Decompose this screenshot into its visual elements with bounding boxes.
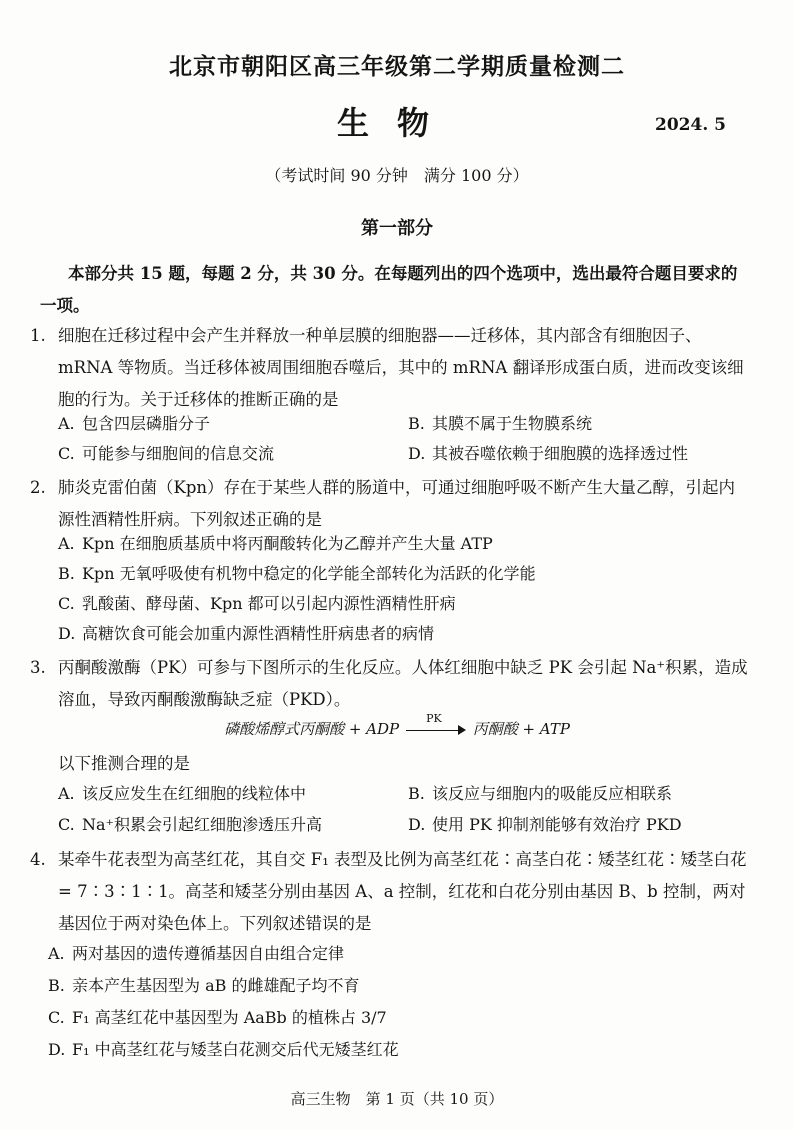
reaction-equation: [0, 712, 794, 739]
option-3d: D. 使用 PK 抑制剂能够有效治疗 PKD: [408, 815, 682, 834]
section-instructions: 本部分共 15 题，每题 2 分，共 30 分。在每题列出的四个选项中，选出最符合题目要求的一项。: [40, 264, 738, 315]
section-title: 第一部分: [361, 218, 433, 239]
question-stem: 某牵牛花表型为高茎红花，其自交 F₁ 表型及比例为高茎红花∶高茎白花∶矮茎红花∶矮茎白花 = 7∶3∶1∶1。高茎和矮茎分别由基因 A、a 控制，红花和白花分别由基因 B、b 控制，两对基因位于两对染色体上。下列叙述错误的是: [58, 850, 747, 933]
option-2b: B. Kpn 无氧呼吸使有机物中稳定的化学能全部转化为活跃的化学能: [58, 564, 536, 583]
option-4b: B. 亲本产生基因型为 aB 的雌雄配子均不育: [48, 976, 360, 995]
question-1: [30, 320, 750, 416]
option-3c: C. Na⁺积累会引起红细胞渗透压升高: [58, 815, 322, 834]
option-1b: B. 其膜不属于生物膜系统: [408, 414, 593, 433]
question-number: 4.: [30, 850, 46, 869]
question-number: 3.: [30, 658, 46, 677]
equation-reactants: 磷酸烯醇式丙酮酸 + ADP: [224, 720, 400, 738]
option-2d: D. 高糖饮食可能会加重内源性酒精性肝病患者的病情: [58, 624, 435, 643]
exam-date: 2024. 5: [655, 115, 726, 135]
question-2: [30, 472, 750, 536]
exam-title: 北京市朝阳区高三年级第二学期质量检测二: [169, 53, 625, 80]
exam-info: （考试时间 90 分钟 满分 100 分）: [265, 166, 529, 185]
option-1d: D. 其被吞噬依赖于细胞膜的选择透过性: [408, 444, 689, 463]
option-4c: C. F₁ 高茎红花中基因型为 AaBb 的植株占 3/7: [48, 1008, 387, 1027]
question-4: [30, 844, 750, 940]
equation-products: 丙酮酸 + ATP: [472, 720, 570, 738]
option-3a: A. 该反应发生在红细胞的线粒体中: [58, 784, 307, 803]
subject-title: 生物: [336, 104, 457, 142]
question-stem: 肺炎克雷伯菌（Kpn）存在于某些人群的肠道中，可通过细胞呼吸不断产生大量乙醇，引起内源性酒精性肝病。下列叙述正确的是: [58, 478, 736, 529]
question-number: 2.: [30, 478, 46, 497]
option-1a: A. 包含四层磷脂分子: [58, 414, 211, 433]
option-3b: B. 该反应与细胞内的吸能反应相联系: [408, 784, 673, 803]
option-2c: C. 乳酸菌、酵母菌、Kpn 都可以引起内源性酒精性肝病: [58, 594, 456, 613]
question-prompt: 以下推测合理的是: [58, 754, 190, 773]
page-footer: 高三生物 第 1 页（共 10 页）: [290, 1090, 504, 1108]
question-number: 1.: [30, 326, 46, 345]
question-stem: 细胞在迁移过程中会产生并释放一种单层膜的细胞器——迁移体，其内部含有细胞因子、mRNA 等物质。当迁移体被周围细胞吞噬后，其中的 mRNA 翻译形成蛋白质，进而改变该细胞的行为。关于迁移体的推断正确的是: [58, 326, 744, 409]
option-1c: C. 可能参与细胞间的信息交流: [58, 444, 275, 463]
reaction-arrow-icon: [406, 712, 466, 738]
question-stem: 丙酮酸激酶（PK）可参与下图所示的生化反应。人体红细胞中缺乏 PK 会引起 Na⁺积累，造成溶血，导致丙酮酸激酶缺乏症（PKD）。: [58, 658, 748, 709]
question-3: [30, 652, 750, 716]
equation-enzyme: PK: [426, 712, 442, 725]
option-4d: D. F₁ 中高茎红花与矮茎白花测交后代无矮茎红花: [48, 1040, 399, 1059]
option-2a: A. Kpn 在细胞质基质中将丙酮酸转化为乙醇并产生大量 ATP: [58, 534, 493, 553]
option-4a: A. 两对基因的遗传遵循基因自由组合定律: [48, 944, 345, 963]
